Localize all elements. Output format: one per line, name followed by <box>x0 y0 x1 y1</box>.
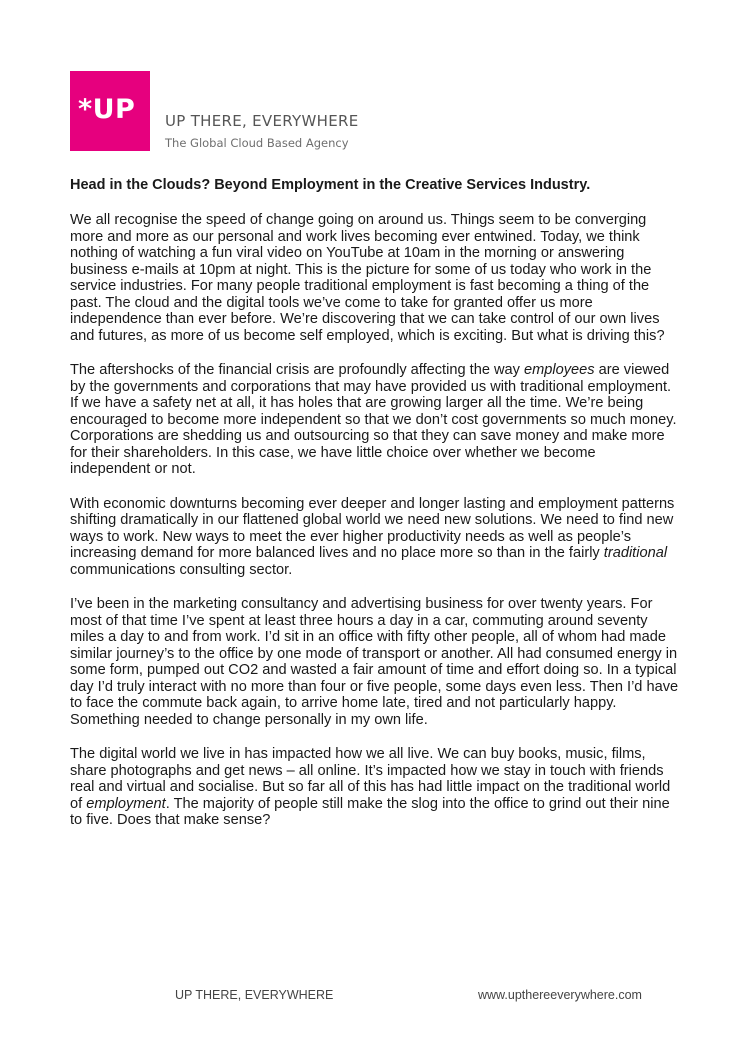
document-body <box>70 212 680 847</box>
paragraph <box>70 212 680 344</box>
logo-text: *UP <box>78 94 136 125</box>
paragraph-text: I’ve been in the marketing consultancy and advertising business for over twenty years. For most of that time I’ve spent at least three hours a day in a car, commuting around seventy miles a day to and from work. I’d sit in an office with fifty other people, all of whom had made similar journey’s to the office by one mode of transport or another. All had consumed energy in some form, pumped out CO2 and wasted a fair amount of time and effort doing so. In a typical day I’d truly interact with no more than four or five people, some days even less. Then I’d have to face the commute back again, to arrive home late, tired and not particularly happy. Something needed to change personally in my own life. <box>70 596 679 728</box>
paragraph <box>70 746 680 829</box>
paragraph-text: . The majority of people still make the slog into the office to grind out their nine to five. Does that make sense? <box>70 795 670 828</box>
brand-tagline: The Global Cloud Based Agency <box>165 136 349 150</box>
brand-name: UP THERE, EVERYWHERE <box>165 112 359 130</box>
paragraph-text: The aftershocks of the financial crisis are profoundly affecting the way <box>70 362 524 378</box>
document-title: Head in the Clouds? Beyond Employment in the Creative Services Industry. <box>70 177 591 193</box>
paragraph <box>70 596 680 728</box>
paragraph-text: We all recognise the speed of change going on around us. Things seem to be converging more and more as our personal and work lives becoming ever entwined. Today, we think nothing of watching a fun viral video on YouTube at 10am in the morning or answering business e-mails at 10pm at night. This is the picture for some of us today who work in the service industries. For many people traditional employment is fast becoming a thing of the past. The cloud and the digital tools we’ve come to take for granted offer us more independence than ever before. We’re discovering that we can take control of our own lives and futures, as more of us become self employed, which is exciting. But what is driving this? <box>70 212 665 344</box>
paragraph-text: communications consulting sector. <box>70 561 293 578</box>
footer-brand: UP THERE, EVERYWHERE <box>175 988 334 1002</box>
emphasized-text: traditional <box>603 545 668 561</box>
paragraph-text: are viewed by the governments and corporations that may have provided us with traditional employment. If we have a safety net at all, it has holes that are growing larger all the time. We’re being encouraged to become more independent so that we don’t cost governments so much money. Corporations are shedding us and outsourcing so that they can save money and make more for their shareholders. In this case, we have little choice over whether we become independent or not. <box>70 362 677 477</box>
paragraph-text: With economic downturns becoming ever deeper and longer lasting and employment patterns shifting dramatically in our flattened global world we need new solutions. We need to find new ways to work. New ways to meet the ever higher productivity needs as well as people’s increasing demand for more balanced lives and no place more so than in the fairly <box>70 495 675 561</box>
emphasized-text: employment <box>86 795 166 812</box>
paragraph <box>70 362 680 478</box>
emphasized-text: employees <box>524 362 595 378</box>
paragraph <box>70 496 680 579</box>
logo <box>70 71 150 151</box>
paragraph-text: The digital world we live in has impacted how we all live. We can buy books, music, films, share photographs and get news – all online. It’s impacted how we stay in touch with friends real and virtual and socialise. But so far all of this has had little impact on the traditional world of <box>70 746 671 812</box>
footer-url: www.upthereeverywhere.com <box>478 988 642 1002</box>
